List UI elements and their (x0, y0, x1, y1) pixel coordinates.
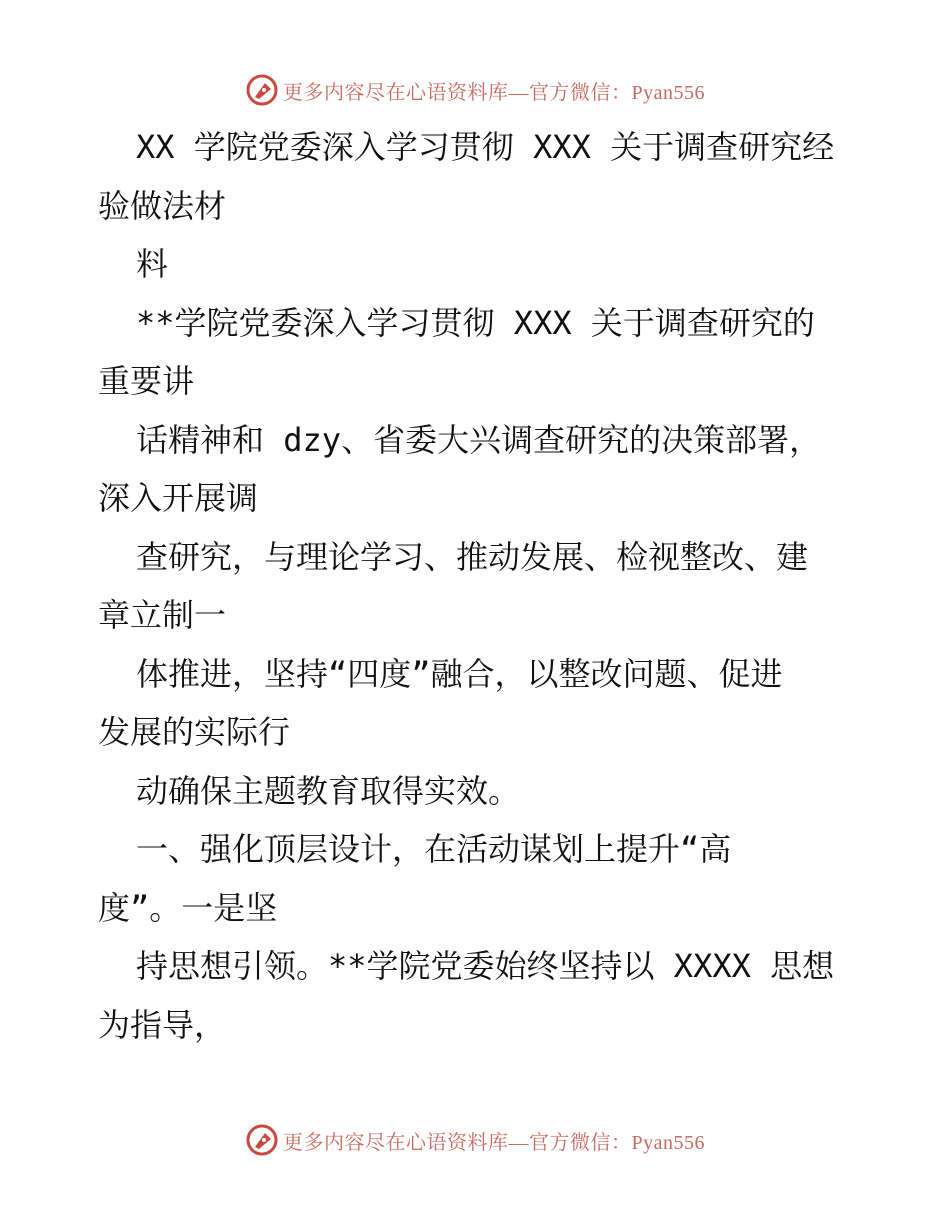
text-line: XX 学院党委深入学习贯彻 XXX 关于调查研究经 (136, 128, 835, 166)
pen-nib-logo-icon (245, 1123, 279, 1157)
text-line: 话精神和 dzy、省委大兴调查研究的决策部署， (136, 420, 822, 459)
text-line: 深入开展调 (98, 479, 259, 517)
text-line: 为指导， (98, 1005, 227, 1044)
text-line: 重要讲 (98, 362, 195, 400)
text-line: 动确保主题教育取得实效。 (136, 771, 521, 810)
watermark-text: 更多内容尽在心语资料库—官方微信：Pyan556 (283, 1131, 705, 1154)
watermark-banner-top (0, 70, 950, 110)
text-line: 度”。一是坚 (98, 888, 278, 927)
text-line: 体推进，坚持“四度”融合，以整改问题、促进 (136, 654, 783, 693)
document-body (98, 118, 858, 1054)
text-line: 料 (136, 245, 169, 283)
text-line: 持思想引领。**学院党委始终坚持以 XXXX 思想 (136, 947, 835, 985)
watermark-text: 更多内容尽在心语资料库—官方微信：Pyan556 (283, 81, 705, 104)
text-line: 一、强化顶层设计，在活动谋划上提升“高 (136, 830, 732, 868)
text-line: 发展的实际行 (98, 713, 291, 751)
watermark-banner-bottom (0, 1120, 950, 1160)
text-line: 章立制一 (98, 596, 227, 634)
text-line: 查研究，与理论学习、推动发展、检视整改、建 (136, 537, 809, 576)
text-line: **学院党委深入学习贯彻 XXX 关于调查研究的 (136, 303, 815, 342)
text-line: 验做法材 (98, 186, 227, 225)
pen-nib-logo-icon (245, 73, 279, 107)
